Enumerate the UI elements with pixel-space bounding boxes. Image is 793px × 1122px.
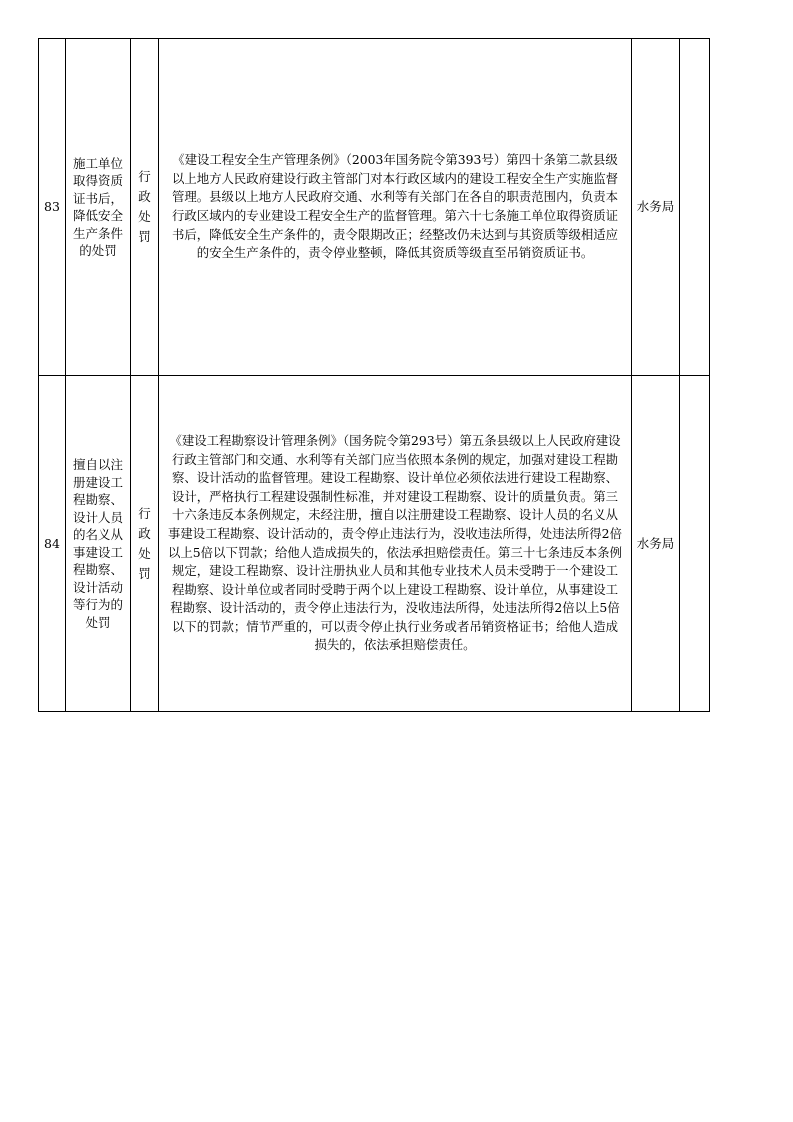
item-type-cell <box>131 39 159 376</box>
remarks-cell <box>680 39 710 376</box>
item-type: 行政处罚 <box>138 169 151 244</box>
department-cell <box>632 376 680 712</box>
legal-basis-cell <box>159 39 632 376</box>
legal-basis-cell <box>159 376 632 712</box>
legal-basis: 《建设工程安全生产管理条例》（2003年国务院令第393号）第四十条第二款县级以上地方人民政府建设行政主管部门对本行政区域内的建设工程安全生产实施监督管理。县级以上地方人民政府交通、水利等有关部门在各自的职责范围内，负责本行政区域内的专业建设工程安全生产的监督管理。第六十七条施工单位取得资质证书后，降低安全生产条件的，责令限期改正；经整改仍未达到与其资质等级相适应的安全生产条件的，责令停业整顿，降低其资质等级直至吊销资质证书。 <box>171 152 619 261</box>
row-number-cell <box>39 376 66 712</box>
remarks-cell <box>680 376 710 712</box>
item-type-cell <box>131 376 159 712</box>
department: 水务局 <box>636 535 675 551</box>
item-name: 擅自以注册建设工程勘察、设计人员的名义从事建设工程勘察、设计活动等行为的处罚 <box>72 457 123 630</box>
department-cell <box>632 39 680 376</box>
row-number: 83 <box>44 199 60 215</box>
table-row <box>39 376 710 712</box>
legal-basis: 《建设工程勘察设计管理条例》（国务院令第293号）第五条县级以上人民政府建设行政主管部门和交通、水利等有关部门应当依照本条例的规定，加强对建设工程勘察、设计活动的监督管理。建设工程勘察、设计单位必须依法进行建设工程勘察、设计，严格执行工程建设强制性标准，并对建设工程勘察、设计的质量负责。第三十六条违反本条例规定，未经注册，擅自以注册建设工程勘察、设计人员的名义从事建设工程勘察、设计活动的，责令停止违法行为，没收违法所得，处违法所得2倍以上5倍以下罚款；给他人造成损失的，依法承担赔偿责任。第三十七条违反本条例规定，建设工程勘察、设计注册执业人员和其他专业技术人员未受聘于一个建设工程勘察、设计单位或者同时受聘于两个以上建设工程勘察、设计单位，从事建设工程勘察、设计活动的，责令停止违法行为，没收违法所得，处违法所得2倍以上5倍以下的罚款；情节严重的，可以责令停止执行业务或者吊销资格证书；给他人造成损失的，依法承担赔偿责任。 <box>168 432 622 653</box>
item-name: 施工单位取得资质证书后，降低安全生产条件的处罚 <box>72 155 123 258</box>
row-number: 84 <box>44 535 60 551</box>
row-number-cell <box>39 39 66 376</box>
item-type: 行政处罚 <box>138 505 151 581</box>
regulation-table <box>38 38 710 712</box>
table-row <box>39 39 710 376</box>
department: 水务局 <box>636 199 675 215</box>
item-name-cell <box>66 39 131 376</box>
item-name-cell <box>66 376 131 712</box>
